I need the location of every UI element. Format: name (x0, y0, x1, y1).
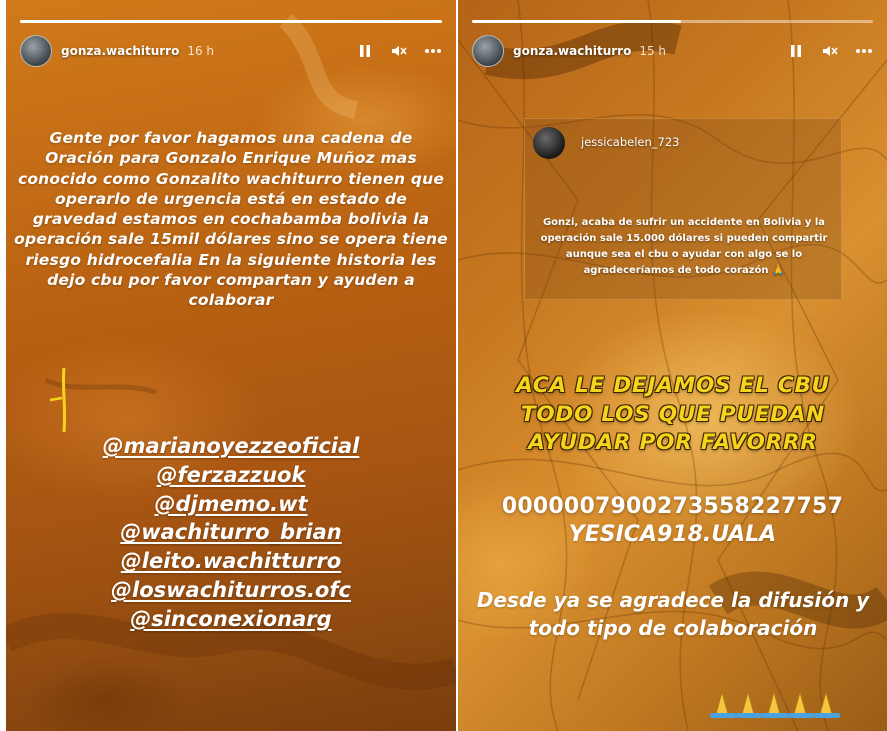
repost-username[interactable]: jessicabelen_723 (581, 135, 680, 149)
story-progress-fill (20, 20, 442, 23)
mute-icon[interactable] (821, 42, 839, 60)
timestamp: 16 h (187, 44, 215, 58)
more-icon[interactable] (855, 42, 873, 60)
story-left (6, 0, 456, 731)
mention-link[interactable]: @marianoyezzeoficial (102, 434, 360, 458)
cbu-heading: ACA LE DEJAMOS EL CBU TODO LOS QUE PUEDAN AYUDAR POR FAVORRR (516, 373, 830, 455)
cbu-alias: YESICA918.UALA (568, 522, 777, 547)
mention-link[interactable]: @wachiturro_brian (120, 520, 342, 545)
story-controls (787, 42, 873, 60)
repost-message: Gonzi, acaba de sufrir un accidente en Bolivia y la operación sale 15.000 dólares si pueden compartir aunque sea el cbu o ayudar con algo se lo agradeceríamos de todo corazón 🙏 (540, 217, 828, 276)
mention-link[interactable]: @ferzazzuok (156, 462, 306, 487)
story-progress-bar (20, 20, 442, 23)
username[interactable]: gonza.wachiturro (61, 44, 180, 58)
drawn-line (46, 366, 76, 436)
story-progress-bar (472, 20, 873, 23)
thanks-message: Desde ya se agradece la difusión y todo tipo de colaboración (476, 588, 870, 640)
pause-icon[interactable] (356, 42, 374, 60)
repost-avatar[interactable] (533, 127, 565, 159)
cbu-number: 0000007900273558227757 (501, 494, 844, 519)
praying-hands-icon (706, 686, 866, 720)
reposted-story[interactable] (524, 118, 842, 300)
story-controls (356, 42, 442, 60)
mute-icon[interactable] (390, 42, 408, 60)
story-message: Gente por favor hagamos una cadena de Oración para Gonzalo Enrique Muñoz mas conocido como Gonzalito wachiturro tienen que operarlo de urgencia está en estado de gravedad estamos en cochabamba bolivia la operación sale 15mil dólares sino se opera tiene riesgo hidrocefalia En la siguiente historia les dejo cbu por favor compartan y ayuden a colaborar (14, 129, 448, 310)
mention-link[interactable]: @loswachiturros.ofc (111, 577, 351, 602)
mention-link[interactable]: @sinconexionarg (130, 606, 332, 631)
avatar[interactable] (20, 35, 52, 67)
mention-link[interactable]: @djmemo.wt (154, 491, 308, 516)
story-right (458, 0, 887, 731)
story-header (20, 34, 442, 68)
username[interactable]: gonza.wachiturro (513, 44, 632, 58)
timestamp: 15 h (639, 44, 667, 58)
more-icon[interactable] (424, 42, 442, 60)
story-header (472, 34, 873, 68)
avatar[interactable] (472, 35, 504, 67)
mention-list (6, 432, 456, 634)
story-progress-fill (472, 20, 681, 23)
mention-link[interactable]: @leito.wachitturro (120, 549, 342, 574)
pause-icon[interactable] (787, 42, 805, 60)
